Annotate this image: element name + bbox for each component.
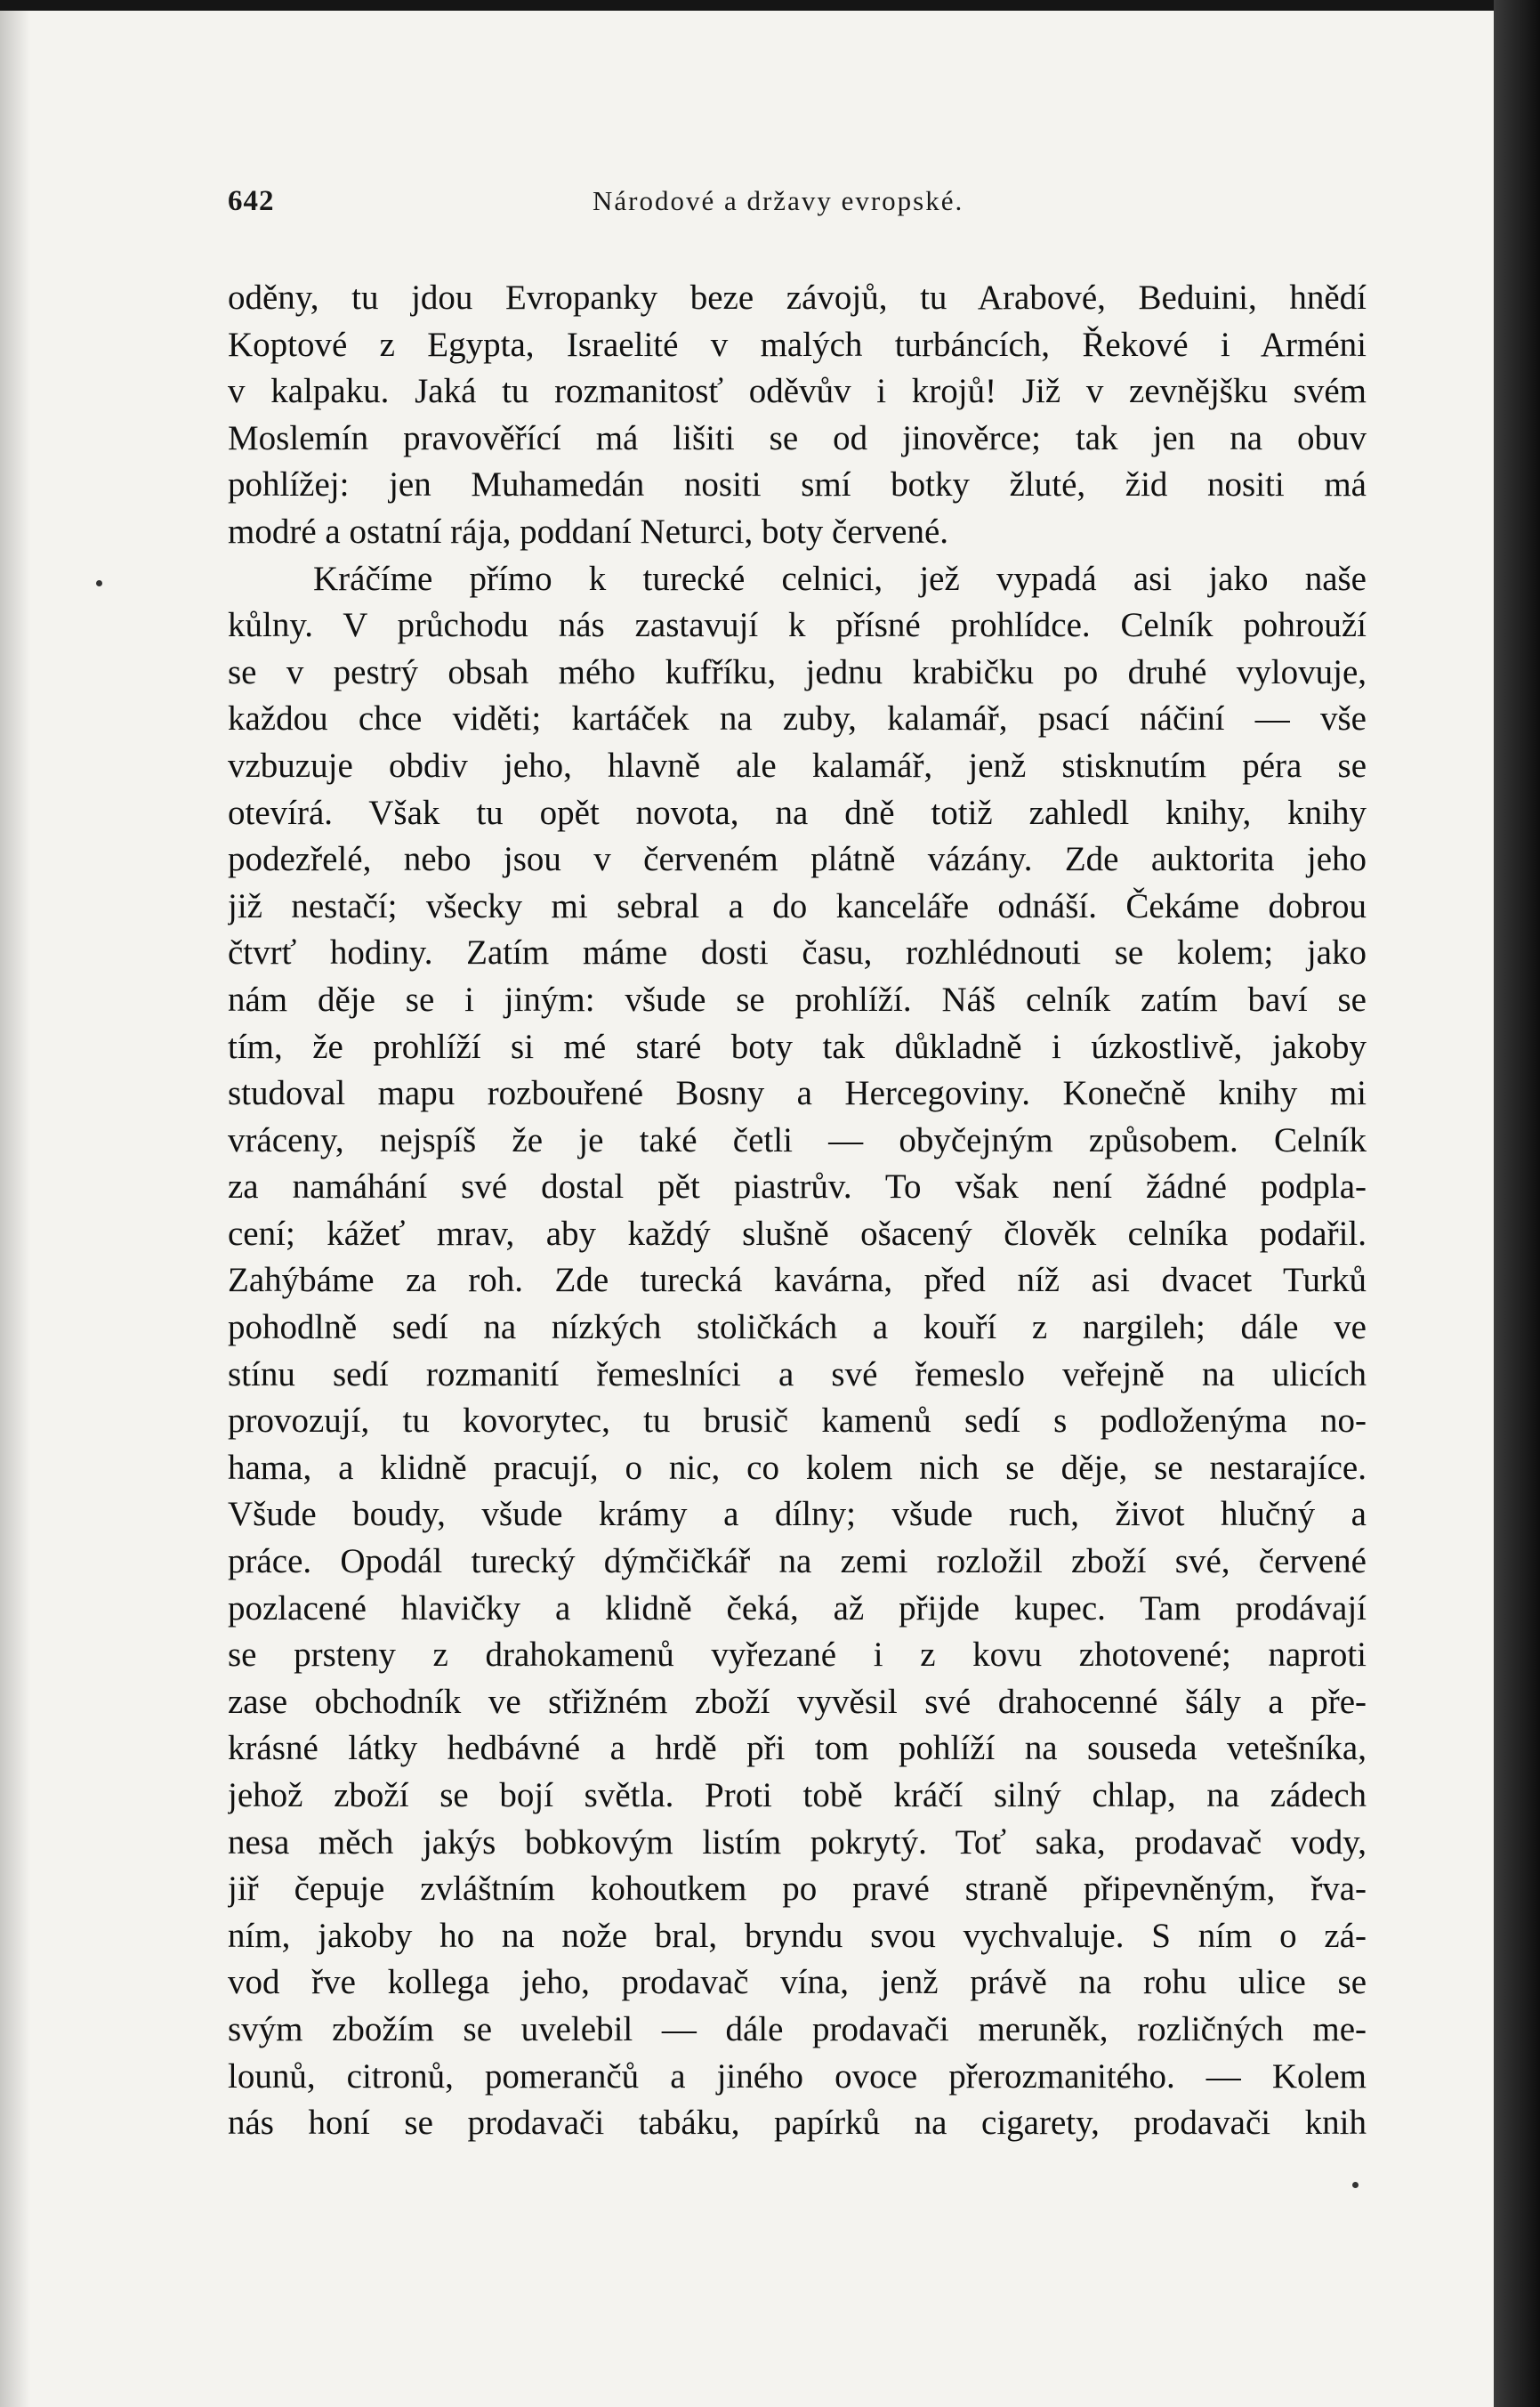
text-line: pozlacené hlavičky a klidně čeká, až přijde kupec. Tam prodávají	[228, 1588, 1367, 1628]
text-line: svým zbožím se uvelebil — dále prodavači meruněk, rozličných me-	[228, 2009, 1367, 2048]
text-line: Kráčíme přímo k turecké celnici, jež vypadá asi jako naše	[313, 559, 1367, 598]
text-line: Zahýbáme za roh. Zde turecká kavárna, před níž asi dvacet Turků	[228, 1261, 1367, 1300]
text-line: hama, a klidně pracují, o nic, co kolem nich se děje, se nestarajíce.	[228, 1448, 1367, 1487]
text-line: stínu sedí rozmanití řemeslníci a své řemeslo veřejně na ulicích	[228, 1354, 1367, 1393]
text-line: se prsteny z drahokamenů vyřezané i z kovu zhotovené; naproti	[228, 1636, 1367, 1675]
text-line: nám děje se i jiným: všude se prohlíží. Náš celník zatím baví se	[228, 980, 1367, 1019]
running-head	[228, 185, 1367, 230]
text-line: lounů, citronů, pomerančů a jiného ovoce přerozmanitého. — Kolem	[228, 2056, 1367, 2096]
text-line: již nestačí; všecky mi sebral a do kanceláře odnáší. Čekáme dobrou	[228, 886, 1367, 925]
page-gutter-shadow	[0, 11, 30, 2407]
running-title: Národové a državy evropské.	[593, 185, 964, 216]
text-line: vráceny, nejspíš že je také četli — obyčejným způsobem. Celník	[228, 1120, 1367, 1159]
text-line: Všude boudy, všude krámy a dílny; všude ruch, život hlučný a	[228, 1495, 1367, 1534]
text-line: práce. Opodál turecký dýmčičkář na zemi rozložil zboží své, červené	[228, 1542, 1367, 1581]
text-line: oděny, tu jdou Evropanky beze závojů, tu Arabové, Beduini, hnědí	[228, 279, 1367, 317]
text-line: v kalpaku. Jaká tu rozmanitosť oděvův i krojů! Již v zevnějšku svém	[228, 372, 1367, 411]
text-line: provozují, tu kovorytec, tu brusič kamenů sedí s podloženýma no-	[228, 1401, 1367, 1441]
text-line: studoval mapu rozbouřené Bosny a Hercegoviny. Konečně knihy mi	[228, 1074, 1367, 1113]
text-line: ním, jakoby ho na nože bral, bryndu svou vychvaluje. S ním o zá-	[228, 1916, 1367, 1955]
text-line: vzbuzuje obdiv jeho, hlavně ale kalamář, jenž stisknutím péra se	[228, 746, 1367, 785]
text-line: otevírá. Však tu opět novota, na dně totiž zahledl knihy, knihy	[228, 793, 1367, 832]
text-line: kůlny. V průchodu nás zastavují k přísné prohlídce. Celník pohrouží	[228, 606, 1367, 645]
text-line: se v pestrý obsah mého kufříku, jednu krabičku po druhé vylovuje,	[228, 652, 1367, 691]
text-line: nás honí se prodavači tabáku, papírků na cigarety, prodavači knih	[228, 2104, 1367, 2143]
text-line: každou chce viděti; kartáček na zuby, kalamář, psací náčiní — vše	[228, 699, 1367, 739]
text-line: podezřelé, nebo jsou v červeném plátně vázány. Zde auktorita jeho	[228, 840, 1367, 879]
book-page	[0, 11, 1496, 2407]
text-line: modré a ostatní rája, poddaní Neturci, boty červené.	[228, 512, 949, 551]
text-line: pohlížej: jen Muhamedán nositi smí botky žluté, žid nositi má	[228, 465, 1367, 505]
text-line: Koptové z Egypta, Israelité v malých turbáncích, Řekové i Arméni	[228, 325, 1367, 364]
text-line: pohodlně sedí na nízkých stoličkách a kouří z nargileh; dále ve	[228, 1308, 1367, 1347]
text-line: za namáhání své dostal pět piastrův. To však není žádné podpla-	[228, 1167, 1367, 1207]
text-line: zase obchodník ve střižném zboží vyvěsil své drahocenné šály a pře-	[228, 1682, 1367, 1721]
margin-speck	[96, 580, 102, 586]
text-line: nesa měch jakýs bobkovým listím pokrytý. Toť saka, prodavač vody,	[228, 1822, 1367, 1862]
text-line: jehož zboží se bojí světla. Proti tobě kráčí silný chlap, na zádech	[228, 1776, 1367, 1814]
scan-right-edge	[1494, 0, 1540, 2407]
text-line: vod řve kollega jeho, prodavač vína, jenž právě na rohu ulice se	[228, 1963, 1367, 2002]
margin-speck	[1352, 2182, 1359, 2188]
body-text	[228, 275, 1367, 2147]
text-line: Moslemín pravověřící má lišiti se od jinověrce; tak jen na obuv	[228, 418, 1367, 457]
page-number: 642	[228, 185, 275, 217]
text-line: krásné látky hedbávné a hrdě při tom pohlíží na souseda vetešníka,	[228, 1729, 1367, 1768]
text-line: jiř čepuje zvláštním kohoutkem po pravé straně připevněným, řva-	[228, 1870, 1367, 1909]
text-line: cení; kážeť mrav, aby každý slušně ošacený člověk celníka podařil.	[228, 1214, 1367, 1253]
text-line: tím, že prohlíží si mé staré boty tak důkladně i úzkostlivě, jakoby	[228, 1027, 1367, 1066]
text-line: čtvrť hodiny. Zatím máme dosti času, rozhlédnouti se kolem; jako	[228, 933, 1367, 973]
